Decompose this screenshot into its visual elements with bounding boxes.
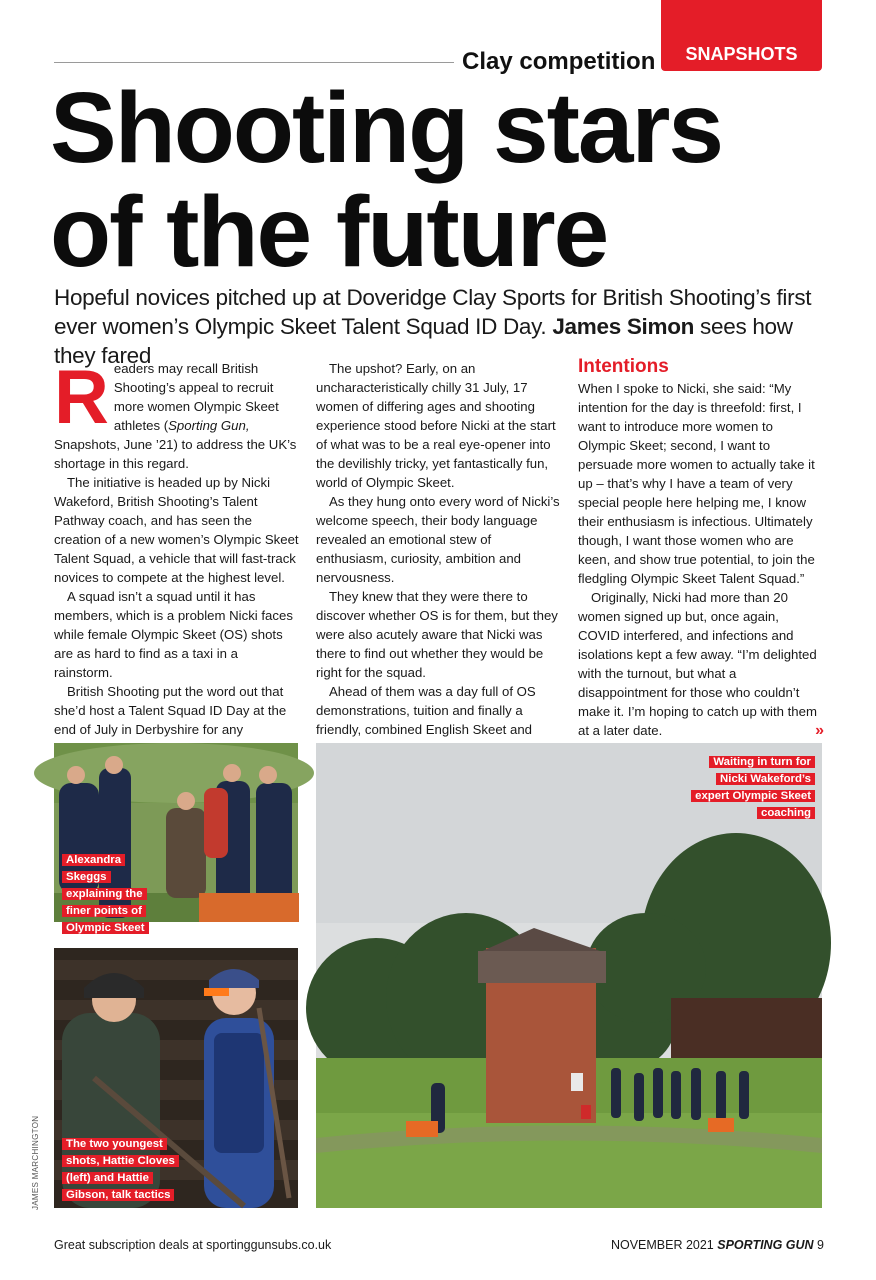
drop-cap: R	[54, 355, 109, 440]
header-rule	[54, 62, 454, 63]
headline	[50, 72, 850, 288]
paragraph: As they hung onto every word of Nicki’s welcome speech, their body language revealed an emotional stew of enthusiasm, curiosity, ambition and nervousness.	[316, 494, 560, 585]
photo-instruction	[54, 743, 298, 934]
page-number: 9	[817, 1238, 824, 1252]
paragraph-text: Snapshots, June ’21) to address the UK’s shortage in this regard.	[54, 437, 297, 471]
section-tab	[661, 0, 822, 71]
caption-box	[691, 753, 815, 821]
paragraph: When I spoke to Nicki, she said: “My intention for the day is threefold: first, I want to introduce more women to Olympic Skeet; second, I want to persuade more women to actually take it up – that’s why I have a team of very special people here helping me, I know their enthusiasm is infectious. Ultimately though, I want those women who are keen, and show true potential, to join the fledgling Olympic Skeet Talent Squad.”	[578, 381, 815, 586]
standfirst-text: Hopeful novices pitched up at Doveridge Clay Sports for British Shooting’s first ever women’s Olympic Skeet Talent Squad ID Day.	[54, 285, 812, 339]
section-title: Clay competition	[462, 48, 656, 75]
photo-caption: The two youngest shots, Hattie Cloves (left) and Hattie Gibson, talk tactics	[62, 1138, 179, 1201]
subscription-note: Great subscription deals at sportinggunsubs.co.uk	[54, 1238, 332, 1252]
paragraph: They knew that they were there to discover whether OS is for them, but they were also acutely aware that Nicki was there to find out whether they would be right for the squad.	[316, 589, 558, 680]
subheading: Intentions	[578, 356, 669, 377]
photo-shooting-ground	[316, 743, 822, 1208]
article-column-2	[316, 359, 562, 758]
photo-youngest-shots	[54, 948, 298, 1208]
section-tab-label: SNAPSHOTS	[685, 44, 798, 64]
paragraph: The initiative is headed up by Nicki Wakeford, British Shooting’s Talent Pathway coach, and has seen the creation of a new women’s Olympic Skeet Talent Squad, a vehicle that will fast-track novices to compete at the highest level.	[54, 475, 299, 585]
magazine-title: Sporting Gun,	[168, 418, 250, 433]
paragraph-text: eaders may recall British Shooting’s appeal to recruit more women Olympic Skeet athletes (	[113, 361, 279, 433]
paragraph: British Shooting put the word out that she’d host a Talent Squad ID Day at the end of July in Derbyshire for any	[54, 684, 287, 737]
paragraph: A squad isn’t a squad until it has members, which is a problem Nicki faces while female Olympic Skeet (OS) shots are as hard to find as a taxi in a rainstorm.	[54, 589, 293, 680]
magazine-name: SPORTING GUN	[717, 1238, 814, 1252]
article-column-1	[54, 355, 300, 777]
paragraph	[54, 355, 300, 473]
headline-line-2: of the future	[50, 176, 608, 288]
article-column-3	[578, 356, 824, 740]
paragraph: Ahead of them was a day full of OS demonstrations, tuition and finally a friendly, combined English Skeet and	[316, 684, 536, 737]
caption-box	[62, 851, 157, 936]
end-mark-icon: »	[815, 722, 824, 739]
headline-line-1: Shooting stars	[50, 72, 723, 184]
paragraph-text: Originally, Nicki had more than 20 women signed up but, once again, COVID interfered, and infections and isolations kept a few away. “I’m delighted with the turnout, but what a disappointment for those who couldn’t make it. I’m hoping to catch up with them at a later date.	[578, 590, 817, 738]
standfirst-text-end: sees how they fared	[54, 314, 793, 368]
caption-box	[62, 1135, 177, 1203]
photo-caption: Alexandra Skeggs explaining the finer points of Olympic Skeet	[62, 854, 149, 934]
author-name: James Simon	[552, 314, 695, 339]
paragraph: The upshot? Early, on an uncharacteristically chilly 31 July, 17 women of differing ages and shooting experience stood before Nicki at the start of what was to be a real eye-opener into the devilishly tricky, yet fantastically fun, world of Olympic Skeet.	[316, 361, 556, 490]
paragraph	[578, 588, 824, 740]
photo-credit: JAMES MARCHINGTON	[31, 1115, 40, 1210]
folio	[611, 1238, 824, 1252]
photo-caption: Waiting in turn for Nicki Wakeford’s expert Olympic Skeet coaching	[691, 756, 815, 819]
issue-date: NOVEMBER 2021	[610, 1238, 714, 1252]
